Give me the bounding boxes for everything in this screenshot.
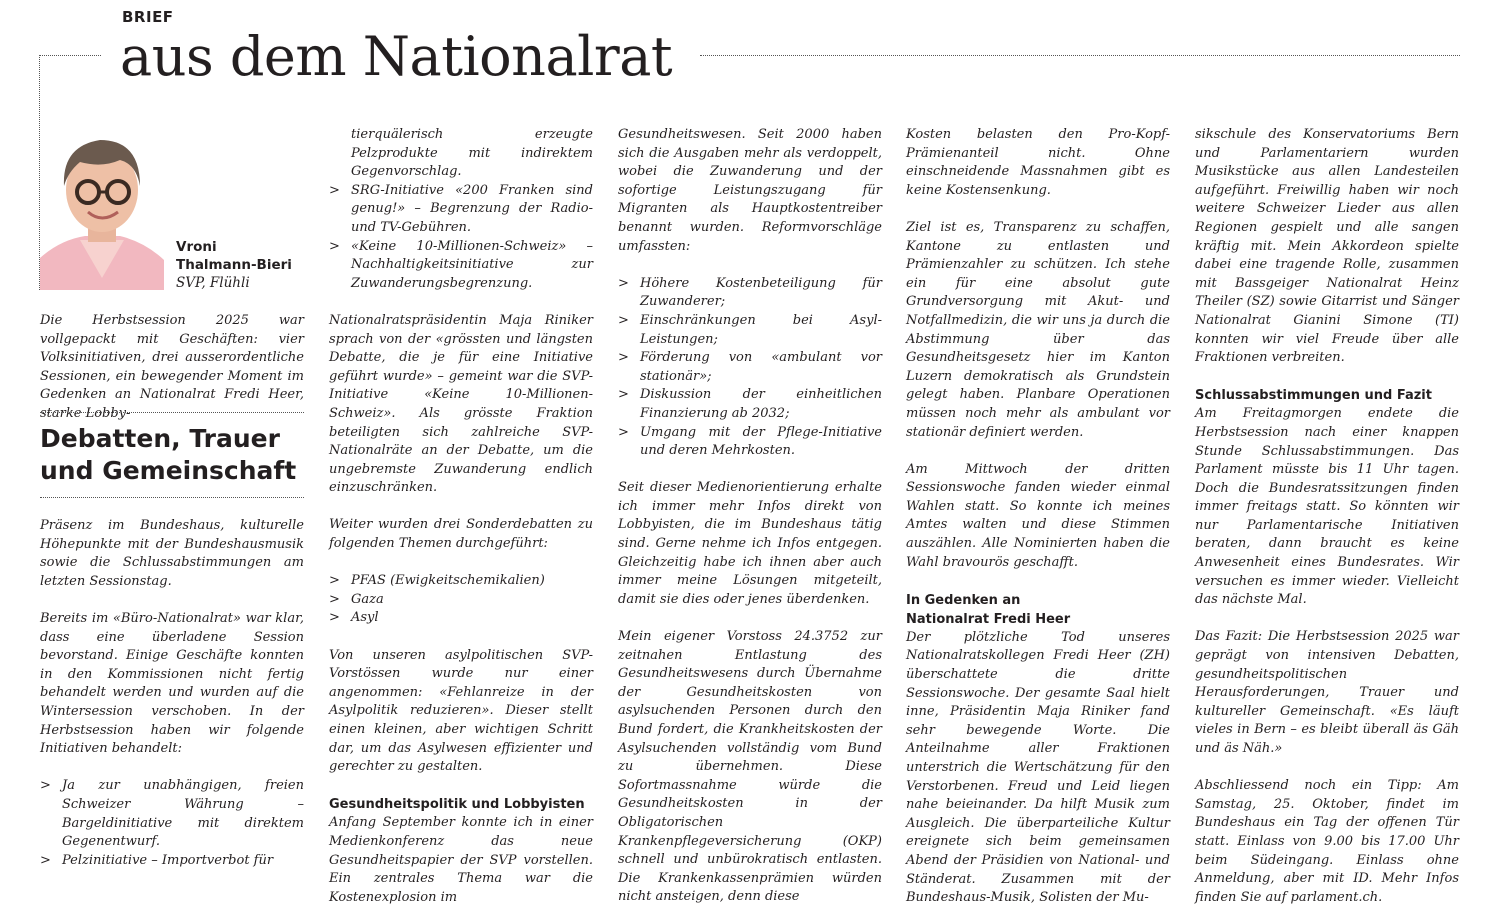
kicker-label: BRIEF — [122, 8, 174, 26]
list-item: > Diskussion der einheitlichen Finanzierung ab 2032; — [618, 386, 882, 423]
headline-rule-top — [40, 412, 304, 413]
paragraph: Nationalratspräsidentin Maja Riniker sprach von der «grössten und längsten Debatte, die je für eine Initiative geführt wurde» – gemeint war die SVP-Initiative «Keine 10-Millionen-Schweiz». Als grösste Fraktion beteiligten sich zahlreiche SVP-Nationalräte an der Debatte, um die ungebremste Zuwanderung endlich einzuschränken. — [329, 312, 593, 496]
lead-paragraph: Die Herbstsession 2025 war vollgepackt mit Geschäften: vier Volksinitiativen, drei ausserordentliche Sessionen, ein bewegender Moment im Gedenken an Nationalrat Fredi Heer, starke Lobby- — [40, 313, 304, 421]
topics-list — [329, 572, 593, 628]
portrait-illustration — [40, 128, 164, 290]
initiatives-list-continued — [329, 126, 593, 293]
list-item: > Ja zur unabhängigen, freien Schweizer Währung – Bargeldinitiative mit direktem Gegenentwurf. — [40, 777, 304, 851]
article-headline: Debatten, Trauer und Gemeinschaft — [40, 424, 297, 485]
list-item: > Höhere Kostenbeteiligung für Zuwanderer; — [618, 275, 882, 312]
list-item: > SRG-Initiative «200 Franken sind genug!» – Begrenzung der Radio- und TV-Gebühren. — [329, 182, 593, 238]
author-photo — [40, 128, 164, 290]
headline-block — [40, 412, 304, 498]
column-1-lead — [40, 312, 304, 424]
list-item: > Gaza — [329, 591, 593, 610]
list-item: > Pelzinitiative – Importverbot für — [40, 852, 304, 871]
dotted-rule-top-right — [700, 55, 1460, 56]
column-4 — [906, 126, 1170, 908]
paragraph: Anfang September konnte ich in einer Medienkonferenz das neue Gesundheitspapier der SVP vorstellen. Ein zentrales Thema war die Kostenexplosion im — [329, 815, 593, 905]
paragraph: Mein eigener Vorstoss 24.3752 zur zeitnahen Entlastung des Gesundheitswesens durch Übernahme der Gesundheitskosten von asylsuchenden Personen durch den Bund fordert, die Krankheitskosten der Asylsuchenden vollständig vom Bund zu übernehmen. Diese Sofortmassnahme würde die Gesundheitskosten in der Obligatorischen Krankenpflegeversicherung (OKP) schnell und unbürokratisch entlasten. Die Krankenkassenprämien würden nicht ansteigen, denn diese — [618, 629, 882, 905]
column-3 — [618, 126, 882, 907]
reform-list — [618, 275, 882, 461]
list-item: > Förderung von «ambulant vor stationär»; — [618, 349, 882, 386]
column-5 — [1195, 126, 1459, 907]
paragraph: Bereits im «Büro-Nationalrat» war klar, dass eine überladene Session bevorstand. Einige Geschäfte konnten in den Kommissionen nicht fertig behandelt werden und wurden auf die Wintersession verschoben. In der Herbstsession haben wir folgende Initiativen behandelt: — [40, 610, 304, 757]
initiatives-list — [40, 777, 304, 870]
column-2 — [329, 126, 593, 907]
page-title: aus dem Nationalrat — [120, 25, 673, 88]
list-item: > PFAS (Ewigkeitschemikalien) — [329, 572, 593, 591]
paragraph: Weiter wurden drei Sonderdebatten zu folgenden Themen durchgeführt: — [329, 517, 593, 552]
paragraph: Kosten belasten den Pro-Kopf-Prämienanteil nicht. Ohne einschneidende Massnahmen gibt es keine Kostensenkung. — [906, 127, 1170, 198]
paragraph: Am Mittwoch der dritten Sessionswoche fanden wieder einmal Wahlen statt. So konnte ich meines Amtes walten und diese Stimmen auszählen. Alle Nominierten haben die Wahl bravourös geschafft. — [906, 461, 1170, 570]
author-last-name: Thalmann-Bieri — [176, 257, 292, 273]
list-item-text: tierquälerisch erzeugte Pelzprodukte mit indirektem Gegenvorschlag. — [351, 127, 593, 180]
paragraph: sikschule des Konservatoriums Bern und Parlamentariern wurden Musikstücke aus allen Landesteilen aufgeführt. Freiwillig haben wir noch weitere Schweizer Lieder aus allen Regionen gespielt und alle sangen kräftig mit. Mein Akkordeon spielte dabei eine tragende Rolle, zusammen mit Bassgeiger Nationalrat Heinz Theiler (SZ) sowie Gitarrist und Sänger Nationalrat Gianini Simone (TI) konnten wir viel Freude über alle Fraktionen verbreiten. — [1195, 127, 1459, 366]
list-item: > «Keine 10-Millionen-Schweiz» – Nachhaltigkeitsinitiative zur Zuwanderungsbegrenzung. — [329, 238, 593, 294]
subheading-line-1: In Gedenken an — [906, 592, 1021, 608]
author-first-name: Vroni — [176, 239, 217, 255]
list-item: > Asyl — [329, 609, 593, 628]
paragraph: Ziel ist es, Transparenz zu schaffen, Kantone zu entlasten und Prämienzahler zu schützen. Ich stehe ein für eine absolut gute Grundversorgung mit Akut- und Notfallmedizin, die wir uns ja durch die Abstimmung über das Gesundheitsgesetz hier im Kanton Luzern demokratisch als Grundstein gelegt haben. Planbare Operationen müssen noch mehr als ambulant vor stationär definiert werden. — [906, 219, 1170, 440]
paragraph: Seit dieser Medienorientierung erhalte ich immer mehr Infos direkt von Lobbyisten, die im Bundeshaus tätig sind. Gerne nehme ich Infos entgegen. Gleichzeitig habe ich ihnen aber auch immer meine Lösungen mitgeteilt, damit sie dies oder jenes überdenken. — [618, 480, 882, 607]
paragraph: Abschliessend noch ein Tipp: Am Samstag, 25. Oktober, findet im Bundeshaus ein Tag der offenen Tür statt. Einlass von 9.00 bis 17.00 Uhr beim Südeingang. Einlass ohne Anmeldung, aber mit ID. Mehr Infos finden Sie auf parlament.ch. — [1195, 778, 1459, 905]
paragraph: Gesundheitswesen. Seit 2000 haben sich die Ausgaben mehr als verdoppelt, wobei die Zuwanderung und der sofortige Leistungszugang für Migranten als Hauptkostentreiber benannt wurden. Reformvorschläge umfassten: — [618, 127, 882, 254]
headline-rule-bottom — [40, 497, 304, 498]
paragraph: Am Freitagmorgen endete die Herbstsession nach einer knappen Stunde Schlussabstimmungen. Das Parlament müsste bis 11 Uhr tagen. Doch die Bundesratssitzungen finden immer freitags statt. So könnten wir nur Parlamentarische Initiativen beraten, dann braucht es keine Anwesenheit eines Bundesrates. Wir versuchen es immer wieder. Vielleicht das nächste Mal. — [1195, 406, 1459, 608]
paragraph: Der plötzliche Tod unseres Nationalratskollegen Fredi Heer (ZH) überschattete die dritte Sessionswoche. Der gesamte Saal hielt inne, Präsidentin Maja Riniker fand sehr bewegende Worte. Die Anteilnahme aller Fraktionen unterstrich die Wertschätzung für den Verstorbenen. Freud und Leid liegen nahe beieinander. Da hilft Musik zum Ausgleich. Die überparteiliche Kultur ereignete sich beim gemeinsamen Abend der Präsidien von National- und Ständerat. Zusammen mit der Bundeshaus-Musik, Solisten der Mu- — [906, 629, 1170, 906]
list-item: > Einschränkungen bei Asyl-Leistungen; — [618, 312, 882, 349]
subheading: Schlussabstimmungen und Fazit — [1195, 388, 1432, 404]
list-item-continued — [329, 126, 593, 182]
author-party-place: SVP, Flühli — [176, 275, 250, 291]
dotted-rule-top-left — [39, 55, 101, 56]
column-1 — [40, 517, 304, 870]
paragraph: Von unseren asylpolitischen SVP-Vorstössen wurde nur einer angenommen: «Fehlanreize in der Asylpolitik reduzieren». Dieser stellt einen kleinen, aber wichtigen Schritt dar, um das Asylwesen effizienter und gerechter zu gestalten. — [329, 647, 593, 775]
paragraph: Das Fazit: Die Herbstsession 2025 war geprägt von intensiven Debatten, gesundheitspolitischen Herausforderungen, Trauer und kultureller Gemeinschaft. «Es läuft vieles in Bern – es bleibt überall äs Gäh und äs Näh.» — [1195, 629, 1459, 756]
intro-paragraph: Präsenz im Bundeshaus, kulturelle Höhepunkte mit der Bundeshausmusik sowie die Schlussabstimmungen am letzten Sessionstag. — [40, 518, 304, 589]
subheading: Gesundheitspolitik und Lobbyisten — [329, 797, 585, 813]
subheading-line-2: Nationalrat Fredi Heer — [906, 611, 1071, 627]
list-item: > Umgang mit der Pflege-Initiative und deren Mehrkosten. — [618, 424, 882, 461]
author-byline — [176, 238, 292, 292]
subheading — [906, 591, 1170, 629]
